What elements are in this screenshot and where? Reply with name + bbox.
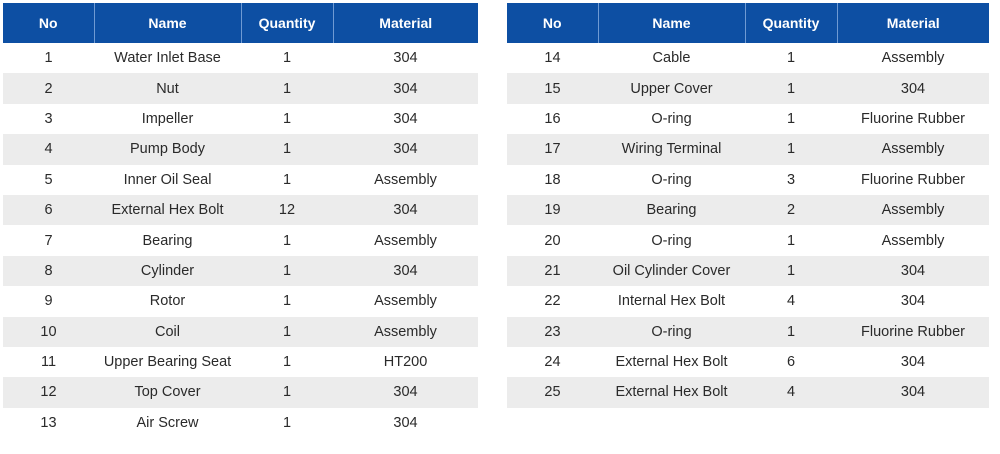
cell-no: 16 bbox=[544, 110, 561, 127]
cell-name: Water Inlet Base bbox=[114, 50, 221, 67]
cell-no: 18 bbox=[544, 171, 561, 188]
cell-material: 304 bbox=[837, 73, 989, 103]
cell-quantity: 1 bbox=[282, 293, 292, 310]
cell-material: 304 bbox=[333, 134, 478, 164]
table-row bbox=[3, 377, 478, 407]
cell-quantity: 6 bbox=[786, 354, 796, 371]
cell-material: 304 bbox=[393, 414, 418, 431]
table-row bbox=[3, 408, 478, 438]
cell-material: Assembly bbox=[374, 293, 437, 310]
cell-no: 2 bbox=[3, 73, 94, 103]
cell-material: Fluorine Rubber bbox=[861, 171, 965, 188]
table-row bbox=[507, 134, 989, 164]
cell-no: 7 bbox=[44, 232, 53, 249]
cell-quantity: 1 bbox=[241, 134, 333, 164]
cell-quantity: 1 bbox=[282, 354, 292, 371]
table-row bbox=[507, 317, 989, 347]
cell-no: 23 bbox=[507, 317, 598, 347]
table-row bbox=[3, 195, 478, 225]
cell-material: 304 bbox=[333, 73, 478, 103]
table-row bbox=[507, 347, 989, 377]
cell-quantity: 1 bbox=[282, 171, 292, 188]
table-row bbox=[3, 134, 478, 164]
cell-material: 304 bbox=[837, 377, 989, 407]
cell-no: 5 bbox=[44, 171, 53, 188]
cell-name: Cylinder bbox=[94, 256, 241, 286]
cell-quantity: 3 bbox=[786, 171, 796, 188]
table-row bbox=[3, 165, 478, 195]
cell-quantity: 1 bbox=[241, 377, 333, 407]
cell-name: O-ring bbox=[598, 317, 745, 347]
cell-name: O-ring bbox=[651, 232, 692, 249]
cell-name: Impeller bbox=[141, 110, 194, 127]
cell-no: 6 bbox=[3, 195, 94, 225]
cell-material: 304 bbox=[837, 256, 989, 286]
cell-name: O-ring bbox=[651, 171, 692, 188]
cell-no: 11 bbox=[40, 354, 57, 371]
cell-quantity: 1 bbox=[786, 50, 796, 67]
cell-material: Assembly bbox=[837, 134, 989, 164]
column-header-name: Name bbox=[94, 3, 241, 43]
parts-table-left bbox=[3, 3, 478, 438]
column-header-quantity: Quantity bbox=[241, 3, 333, 43]
table-row bbox=[507, 165, 989, 195]
cell-name: Top Cover bbox=[94, 377, 241, 407]
cell-no: 25 bbox=[507, 377, 598, 407]
cell-no: 8 bbox=[3, 256, 94, 286]
cell-quantity: 2 bbox=[745, 195, 837, 225]
cell-material: 304 bbox=[393, 50, 418, 67]
cell-no: 12 bbox=[3, 377, 94, 407]
cell-name: External Hex Bolt bbox=[598, 377, 745, 407]
table-row bbox=[507, 256, 989, 286]
table-row bbox=[3, 286, 478, 316]
cell-no: 14 bbox=[544, 50, 561, 67]
cell-name: Upper Cover bbox=[598, 73, 745, 103]
cell-no: 17 bbox=[507, 134, 598, 164]
cell-quantity: 4 bbox=[745, 377, 837, 407]
cell-no: 13 bbox=[40, 414, 57, 431]
cell-material: Assembly bbox=[374, 171, 437, 188]
cell-name: Bearing bbox=[598, 195, 745, 225]
cell-name: External Hex Bolt bbox=[94, 195, 241, 225]
cell-material: Assembly bbox=[374, 232, 437, 249]
cell-quantity: 1 bbox=[241, 317, 333, 347]
column-header-quantity: Quantity bbox=[745, 3, 837, 43]
table-row bbox=[507, 286, 989, 316]
cell-name: Wiring Terminal bbox=[598, 134, 745, 164]
cell-no: 22 bbox=[544, 293, 561, 310]
cell-quantity: 1 bbox=[241, 256, 333, 286]
cell-material: 304 bbox=[900, 293, 926, 310]
table-row bbox=[3, 347, 478, 377]
cell-quantity: 1 bbox=[786, 232, 796, 249]
table-row bbox=[3, 317, 478, 347]
column-header-material: Material bbox=[837, 3, 989, 43]
cell-name: Nut bbox=[94, 73, 241, 103]
table-row bbox=[3, 225, 478, 255]
cell-name: Rotor bbox=[149, 293, 186, 310]
column-header-no: No bbox=[3, 3, 94, 43]
cell-no: 4 bbox=[3, 134, 94, 164]
table-row bbox=[3, 104, 478, 134]
cell-name: Bearing bbox=[142, 232, 193, 249]
cell-name: Internal Hex Bolt bbox=[617, 293, 726, 310]
column-header-no: No bbox=[507, 3, 598, 43]
cell-material: Assembly bbox=[881, 50, 945, 67]
parts-table-right bbox=[507, 3, 989, 408]
table-row bbox=[3, 256, 478, 286]
cell-name: Pump Body bbox=[94, 134, 241, 164]
cell-material: Assembly bbox=[837, 195, 989, 225]
cell-quantity: 4 bbox=[786, 293, 796, 310]
cell-material: Fluorine Rubber bbox=[837, 317, 989, 347]
cell-quantity: 1 bbox=[745, 317, 837, 347]
cell-quantity: 1 bbox=[745, 134, 837, 164]
cell-material: Assembly bbox=[881, 232, 945, 249]
cell-quantity: 1 bbox=[786, 110, 796, 127]
cell-material: 304 bbox=[393, 110, 418, 127]
cell-no: 1 bbox=[44, 50, 53, 67]
cell-name: O-ring bbox=[651, 110, 692, 127]
cell-quantity: 1 bbox=[282, 414, 292, 431]
cell-quantity: 1 bbox=[282, 50, 292, 67]
cell-material: 304 bbox=[333, 195, 478, 225]
cell-quantity: 12 bbox=[241, 195, 333, 225]
cell-quantity: 1 bbox=[241, 73, 333, 103]
cell-no: 21 bbox=[507, 256, 598, 286]
cell-material: Assembly bbox=[333, 317, 478, 347]
cell-quantity: 1 bbox=[745, 256, 837, 286]
table-header-row bbox=[3, 3, 478, 43]
table-row bbox=[507, 225, 989, 255]
table-row bbox=[3, 73, 478, 103]
cell-no: 19 bbox=[507, 195, 598, 225]
cell-no: 10 bbox=[3, 317, 94, 347]
table-row bbox=[3, 43, 478, 73]
cell-no: 9 bbox=[44, 293, 53, 310]
table-row bbox=[507, 104, 989, 134]
cell-material: HT200 bbox=[383, 354, 428, 371]
cell-no: 20 bbox=[544, 232, 561, 249]
cell-no: 24 bbox=[544, 354, 561, 371]
cell-material: Fluorine Rubber bbox=[861, 110, 965, 127]
table-row bbox=[507, 195, 989, 225]
cell-name: Upper Bearing Seat bbox=[103, 354, 232, 371]
cell-no: 15 bbox=[507, 73, 598, 103]
cell-name: Air Screw bbox=[136, 414, 199, 431]
cell-quantity: 1 bbox=[745, 73, 837, 103]
table-row bbox=[507, 73, 989, 103]
cell-quantity: 1 bbox=[282, 110, 292, 127]
cell-quantity: 1 bbox=[282, 232, 292, 249]
cell-material: 304 bbox=[333, 377, 478, 407]
cell-name: External Hex Bolt bbox=[615, 354, 728, 371]
table-row bbox=[507, 43, 989, 73]
cell-name: Cable bbox=[652, 50, 691, 67]
column-header-name: Name bbox=[598, 3, 745, 43]
cell-material: 304 bbox=[900, 354, 926, 371]
cell-name: Oil Cylinder Cover bbox=[598, 256, 745, 286]
cell-no: 3 bbox=[44, 110, 53, 127]
table-header-row bbox=[507, 3, 989, 43]
cell-name: Inner Oil Seal bbox=[123, 171, 212, 188]
cell-name: Coil bbox=[94, 317, 241, 347]
column-header-material: Material bbox=[333, 3, 478, 43]
table-row bbox=[507, 377, 989, 407]
cell-material: 304 bbox=[333, 256, 478, 286]
